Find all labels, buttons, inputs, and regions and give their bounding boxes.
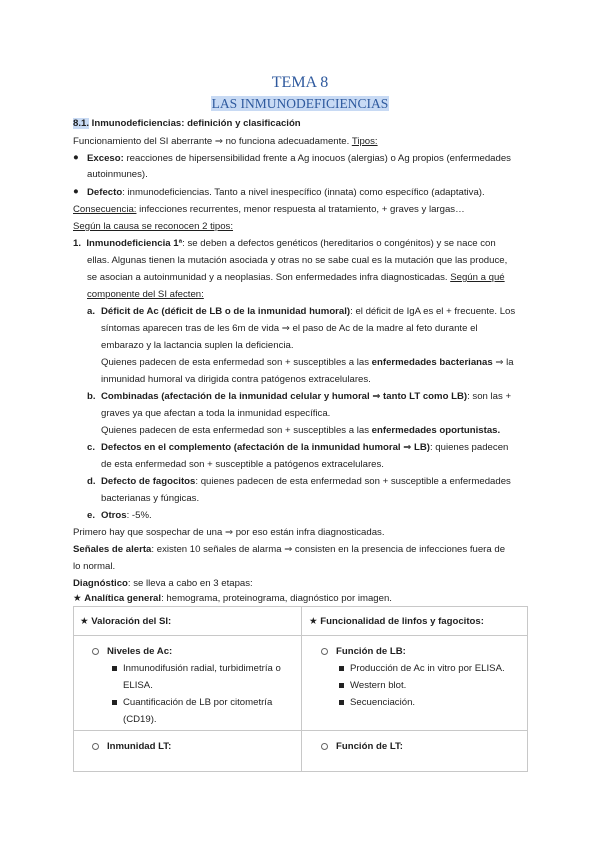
analitica-text: : hemograma, proteinograma, diagnóstico por imagen. [161, 593, 392, 604]
a-line4-text: Quienes padecen de esta enfermedad son + susceptibles a las [101, 357, 372, 368]
square-bullet-icon [112, 666, 117, 671]
exceso-label: Exceso: [87, 153, 124, 164]
funcion-lt-label: Función de LT: [336, 741, 403, 752]
segun-causa: Según la causa se reconocen 2 tipos: [73, 221, 234, 232]
bullet-exceso [87, 153, 511, 165]
defecto-text: : inmunodeficiencias. Tanto a nivel inespecífico (innata) como específico (adaptativa). [122, 187, 485, 198]
b-line3-bold: enfermedades oportunistas. [371, 425, 501, 436]
list-item-text: Secuenciación. [350, 697, 416, 708]
item1-line3 [87, 272, 505, 284]
funcion-lb [321, 646, 406, 658]
a-line3: embarazo y la lactancia suplen la deficiencia. [101, 340, 294, 351]
list-item-cont: ELISA. [123, 680, 153, 691]
exceso-text: reacciones de hipersensibilidad frente a Ag inocuos (alergias) o Ag propios (enfermedades [123, 153, 511, 164]
list-item [339, 680, 406, 692]
consecuencia-label: Consecuencia: [73, 204, 137, 215]
star-icon: ★ [73, 593, 82, 604]
c-line1 [101, 442, 508, 454]
item1-line3-underline: Según a qué [450, 272, 505, 283]
section-number: 8.1. [73, 118, 90, 129]
star-icon: ★ [309, 616, 318, 627]
senales [73, 544, 505, 556]
niveles-ac-label: Niveles de Ac: [107, 646, 173, 657]
list-item [339, 663, 505, 675]
e-text: : -5%. [126, 510, 152, 521]
list-item-cont: (CD19). [123, 714, 157, 725]
b-line2: graves ya que afectan a toda la inmunidad específica. [101, 408, 331, 419]
item1-text: : se deben a defectos genéticos (hereditarios o congénitos) y se nace con [182, 238, 496, 249]
c-title: Defectos en el complemento (afectación de la inmunidad humoral ⇒ LB) [101, 442, 430, 453]
analitica [73, 593, 392, 605]
analitica-label: Analítica general [84, 593, 162, 604]
item1-line2: ellas. Algunas tienen la mutación asociada y otras no se sabe cual es la mutación que las produce, [87, 255, 508, 266]
defecto-label: Defecto [87, 187, 123, 198]
inmunidad-lt-label: Inmunidad LT: [107, 741, 172, 752]
bullet-dot: ● [73, 186, 79, 197]
diagnosis-table [73, 606, 528, 772]
d-line2: bacterianas y fúngicas. [101, 493, 200, 504]
table-header-right [309, 616, 484, 628]
a-line1 [101, 306, 515, 318]
table-header-left-text: Valoración del SI: [91, 616, 172, 627]
b-line1 [101, 391, 511, 403]
list-item [339, 697, 415, 709]
diagnostico-label: Diagnóstico [73, 578, 128, 589]
b-text: : son las + [467, 391, 512, 402]
a-line4-end: ⇒ la [492, 357, 514, 368]
inmunidad-lt [92, 741, 171, 753]
diagnostico [73, 578, 253, 590]
square-bullet-icon [339, 683, 344, 688]
item1-line4: componente del SI afecten: [87, 289, 204, 300]
square-bullet-icon [339, 666, 344, 671]
bullet-exceso-cont: autoinmunes). [87, 169, 148, 180]
niveles-ac [92, 646, 172, 658]
d-line1 [101, 476, 511, 488]
tipos-label: Tipos: [351, 136, 378, 147]
consecuencia-text: infecciones recurrentes, menor respuesta al tratamiento, + graves y largas… [136, 204, 465, 215]
table-header-right-text: Funcionalidad de linfos y fagocitos: [320, 616, 484, 627]
item1-title: Inmunodeficiencia 1ª [86, 238, 183, 249]
a-line4 [101, 357, 514, 369]
c-text: : quienes padecen [429, 442, 509, 453]
doc-subtitle-text: LAS INMUNODEFICIENCIAS [211, 96, 389, 111]
primero: Primero hay que sospechar de una ⇒ por eso están infra diagnosticadas. [73, 527, 385, 538]
table-header-left [80, 616, 171, 628]
a-line5: inmunidad humoral va dirigida contra patógenos extracelulares. [101, 374, 371, 385]
list-item-text: Cuantificación de LB por citometría [123, 697, 273, 708]
c-line2: de esta enfermedad son + susceptible a patógenos extracelulares. [101, 459, 384, 470]
doc-title: TEMA 8 [271, 74, 329, 91]
senales-text: : existen 10 señales de alarma ⇒ consisten en la presencia de infecciones fuera de [151, 544, 506, 555]
list-item-text: Producción de Ac in vitro por ELISA. [350, 663, 505, 674]
a-text: : el déficit de IgA es el + frecuente. Los [350, 306, 516, 317]
item1-num: 1. [73, 238, 82, 249]
b-line3-text: Quienes padecen de esta enfermedad son + susceptibles a las [101, 425, 372, 436]
item1-line1 [73, 238, 496, 250]
c-letter: c. [87, 442, 96, 453]
senales-label: Señales de alerta [73, 544, 152, 555]
a-line4-bold: enfermedades bacterianas [371, 357, 493, 368]
star-icon: ★ [80, 616, 89, 627]
e-letter: e. [87, 510, 96, 521]
list-item-text: Western blot. [350, 680, 407, 691]
section-heading [73, 118, 301, 130]
table-divider-header [74, 635, 527, 636]
table-divider-vertical [301, 607, 302, 771]
section-title: Inmunodeficiencias: definición y clasificación [89, 118, 301, 129]
senales-cont: lo normal. [73, 561, 116, 572]
list-item [112, 663, 281, 675]
d-letter: d. [87, 476, 96, 487]
funcion-lb-label: Función de LB: [336, 646, 406, 657]
paragraph-func [73, 136, 378, 148]
e-title: Otros [101, 510, 127, 521]
b-line3 [101, 425, 500, 437]
diagnostico-text: : se lleva a cabo en 3 etapas: [127, 578, 253, 589]
paragraph-func-text: Funcionamiento del SI aberrante ⇒ no funciona adecuadamente. [73, 136, 352, 147]
e-line1 [101, 510, 152, 522]
square-bullet-icon [112, 700, 117, 705]
circle-bullet-icon [321, 648, 328, 655]
table-divider-row [74, 730, 527, 731]
a-title: Déficit de Ac (déficit de LB o de la inmunidad humoral) [101, 306, 351, 317]
bullet-defecto [87, 187, 485, 199]
list-item-text: Inmunodifusión radial, turbidimetría o [123, 663, 281, 674]
consecuencia [73, 204, 465, 216]
b-title: Combinadas (afectación de la inmunidad celular y humoral ⇒ tanto LT como LB) [101, 391, 468, 402]
circle-bullet-icon [321, 743, 328, 750]
square-bullet-icon [339, 700, 344, 705]
a-line2: síntomas aparecen tras de les 6m de vida ⇒ el paso de Ac de la madre al feto durante el [101, 323, 478, 334]
d-title: Defecto de fagocitos [101, 476, 196, 487]
a-letter: a. [87, 306, 96, 317]
circle-bullet-icon [92, 743, 99, 750]
bullet-dot: ● [73, 152, 79, 163]
doc-subtitle [0, 96, 600, 112]
item1-line3-text: se asocian a autoinmunidad y a neoplasias. Son enfermedades infra diagnosticadas. [87, 272, 451, 283]
circle-bullet-icon [92, 648, 99, 655]
b-letter: b. [87, 391, 96, 402]
d-text: : quienes padecen de esta enfermedad son + susceptible a enfermedades [195, 476, 511, 487]
funcion-lt [321, 741, 403, 753]
list-item [112, 697, 272, 709]
